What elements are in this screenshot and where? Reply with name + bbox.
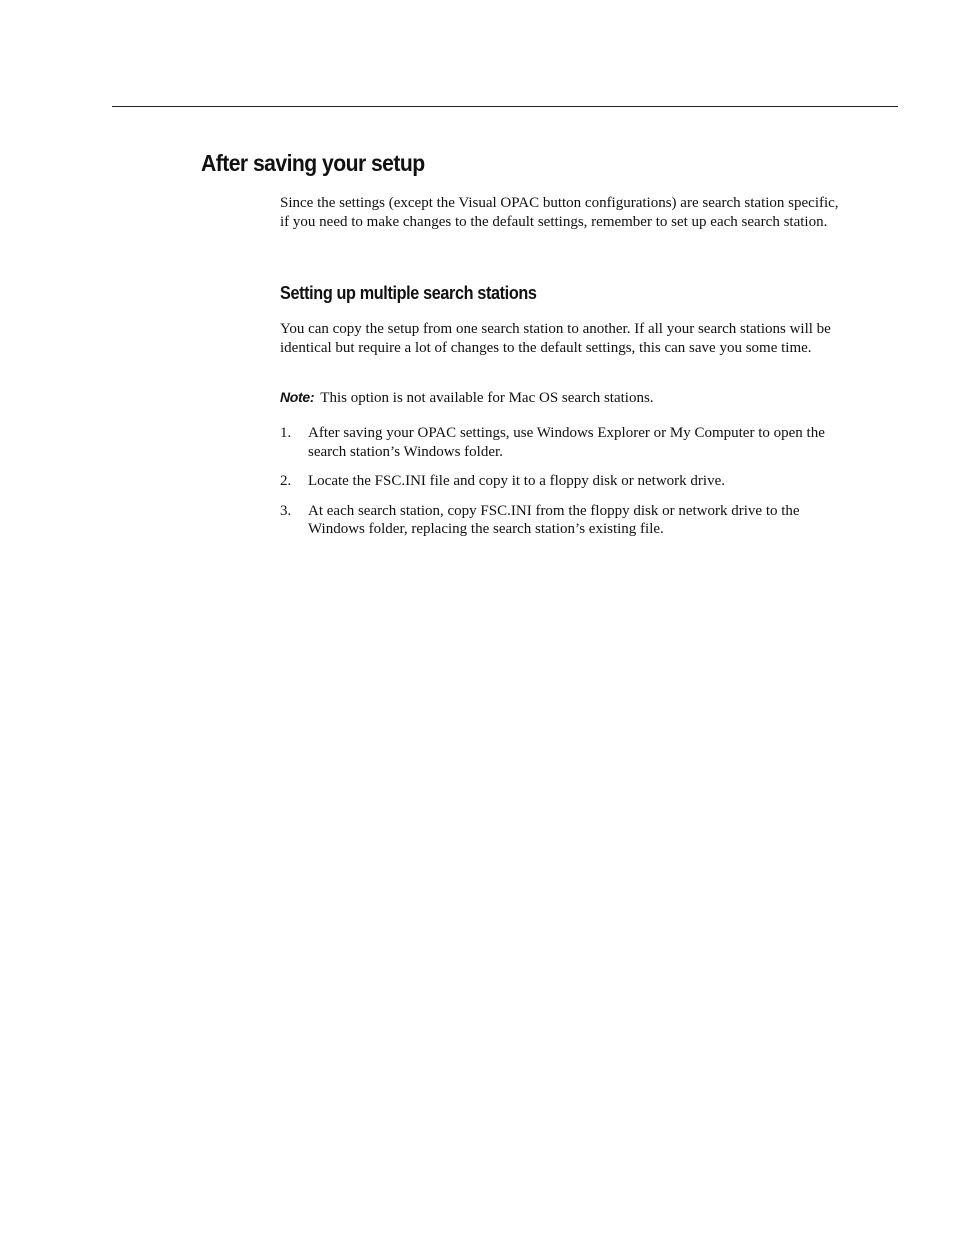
step-number: 1. (280, 425, 292, 441)
body-paragraph: You can copy the setup from one search station to another. If all your search stations will be identical but require a lot of changes to the default settings, this can save you some time. (280, 321, 831, 356)
list-item (280, 502, 850, 539)
note-text: This option is not available for Mac OS search stations. (320, 390, 654, 406)
header-rule (112, 106, 898, 107)
step-text: Locate the FSC.INI file and copy it to a floppy disk or network drive. (308, 473, 725, 489)
steps-list (280, 424, 850, 550)
step-text: At each search station, copy FSC.INI from the floppy disk or network drive to the Windows folder, replacing the search station’s existing file. (308, 502, 800, 537)
step-number: 2. (280, 473, 292, 489)
section-heading: After saving your setup (201, 150, 425, 176)
note (280, 388, 840, 408)
subsection-heading: Setting up multiple search stations (280, 283, 537, 303)
list-item (280, 424, 850, 461)
step-number: 3. (280, 502, 292, 519)
list-item (280, 472, 850, 491)
step-text: After saving your OPAC settings, use Windows Explorer or My Computer to open the search station’s Windows folder. (308, 425, 825, 460)
note-label: Note: (280, 389, 315, 405)
intro-paragraph: Since the settings (except the Visual OPAC button configurations) are search station specific, if you need to make changes to the default settings, remember to set up each search station. (280, 195, 839, 230)
